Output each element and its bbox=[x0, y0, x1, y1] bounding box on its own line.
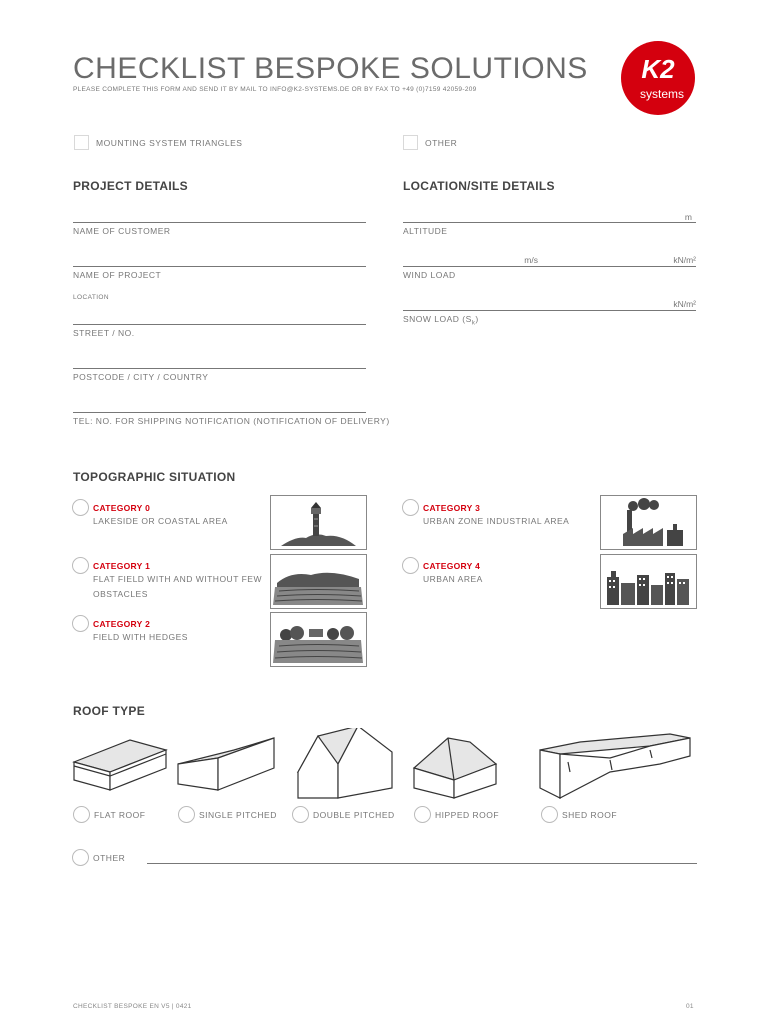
single-pitched-roof-icon bbox=[178, 738, 274, 790]
other-label: OTHER bbox=[425, 138, 458, 148]
category-2-label: CATEGORY 2 bbox=[93, 619, 151, 629]
shed-roof-label: SHED ROOF bbox=[562, 810, 618, 820]
snow-load-text: SNOW LOAD (S bbox=[403, 314, 472, 324]
svg-text:K2: K2 bbox=[641, 54, 675, 84]
single-pitched-radio[interactable] bbox=[178, 806, 195, 823]
customer-name-label: NAME OF CUSTOMER bbox=[73, 226, 171, 236]
other-roof-radio[interactable] bbox=[72, 849, 89, 866]
k2-systems-logo bbox=[620, 40, 696, 116]
footer-doc-id: CHECKLIST BESPOKE EN V5 | 0421 bbox=[73, 1003, 192, 1010]
altitude-label: ALTITUDE bbox=[403, 226, 448, 236]
roof-type-heading: ROOF TYPE bbox=[73, 704, 146, 718]
lighthouse-illustration bbox=[270, 495, 367, 550]
factory-illustration bbox=[600, 495, 697, 550]
single-pitched-label: SINGLE PITCHED bbox=[199, 810, 277, 820]
wind-load-label: WIND LOAD bbox=[403, 270, 456, 280]
flat-roof-label: FLAT ROOF bbox=[94, 810, 146, 820]
city-illustration bbox=[600, 554, 697, 609]
wind-load-field[interactable] bbox=[403, 266, 696, 267]
site-details-heading: LOCATION/SITE DETAILS bbox=[403, 179, 555, 193]
shed-roof-icon bbox=[540, 734, 690, 798]
project-details-heading: PROJECT DETAILS bbox=[73, 179, 188, 193]
category-0-label: CATEGORY 0 bbox=[93, 503, 151, 513]
flat-roof-radio[interactable] bbox=[73, 806, 90, 823]
category-4-radio[interactable] bbox=[402, 557, 419, 574]
customer-name-field[interactable] bbox=[73, 222, 366, 223]
tel-field[interactable] bbox=[73, 412, 366, 413]
snow-load-unit: kN/m² bbox=[673, 299, 696, 309]
flat-field-illustration bbox=[270, 554, 367, 609]
mounting-system-label: MOUNTING SYSTEM TRIANGLES bbox=[96, 138, 243, 148]
footer-page-number: 01 bbox=[686, 1003, 694, 1010]
category-4-desc: URBAN AREA bbox=[423, 574, 483, 584]
postcode-field[interactable] bbox=[73, 368, 366, 369]
tel-label: TEL: NO. FOR SHIPPING NOTIFICATION (NOTIFICATION OF DELIVERY) bbox=[73, 416, 390, 426]
shed-roof-radio[interactable] bbox=[541, 806, 558, 823]
category-0-radio[interactable] bbox=[72, 499, 89, 516]
category-2-desc: FIELD WITH HEDGES bbox=[93, 632, 188, 642]
page-subtitle: PLEASE COMPLETE THIS FORM AND SEND IT BY MAIL TO INFO@K2-SYSTEMS.DE OR BY FAX TO +49 (0)7159 42059-209 bbox=[73, 86, 477, 93]
street-field[interactable] bbox=[73, 324, 366, 325]
hedges-illustration bbox=[270, 612, 367, 667]
snow-load-close: ) bbox=[475, 314, 479, 324]
hipped-roof-icon bbox=[414, 738, 496, 798]
location-label: LOCATION bbox=[73, 294, 109, 301]
topographic-heading: TOPOGRAPHIC SITUATION bbox=[73, 470, 236, 484]
category-1-radio[interactable] bbox=[72, 557, 89, 574]
flat-roof-icon bbox=[74, 740, 166, 790]
snow-load-label bbox=[403, 314, 479, 327]
project-name-label: NAME OF PROJECT bbox=[73, 270, 162, 280]
hipped-roof-label: HIPPED ROOF bbox=[435, 810, 500, 820]
category-1-desc: FLAT FIELD WITH AND WITHOUT FEW OBSTACLES bbox=[93, 574, 262, 599]
other-roof-label: OTHER bbox=[93, 853, 126, 863]
double-pitched-radio[interactable] bbox=[292, 806, 309, 823]
wind-speed-unit: m/s bbox=[524, 255, 538, 265]
wind-pressure-unit: kN/m² bbox=[673, 255, 696, 265]
other-roof-field[interactable] bbox=[147, 863, 697, 864]
snow-load-field[interactable] bbox=[403, 310, 696, 311]
postcode-label: POSTCODE / CITY / COUNTRY bbox=[73, 372, 209, 382]
category-3-radio[interactable] bbox=[402, 499, 419, 516]
category-2-radio[interactable] bbox=[72, 615, 89, 632]
roof-illustrations bbox=[70, 728, 710, 806]
double-pitched-label: DOUBLE PITCHED bbox=[313, 810, 395, 820]
double-pitched-roof-icon bbox=[298, 728, 392, 798]
category-3-label: CATEGORY 3 bbox=[423, 503, 481, 513]
mounting-system-checkbox[interactable] bbox=[74, 135, 89, 150]
altitude-unit: m bbox=[684, 212, 692, 222]
snow-load-subscript: k bbox=[471, 320, 476, 327]
category-3-desc: URBAN ZONE INDUSTRIAL AREA bbox=[423, 516, 570, 526]
page-title: CHECKLIST BESPOKE SOLUTIONS bbox=[73, 52, 588, 85]
other-checkbox[interactable] bbox=[403, 135, 418, 150]
category-1-label: CATEGORY 1 bbox=[93, 561, 151, 571]
street-label: STREET / NO. bbox=[73, 328, 135, 338]
category-4-label: CATEGORY 4 bbox=[423, 561, 481, 571]
svg-text:systems: systems bbox=[639, 87, 685, 101]
category-0-desc: LAKESIDE OR COASTAL AREA bbox=[93, 516, 228, 526]
hipped-roof-radio[interactable] bbox=[414, 806, 431, 823]
project-name-field[interactable] bbox=[73, 266, 366, 267]
altitude-field[interactable] bbox=[403, 222, 696, 223]
